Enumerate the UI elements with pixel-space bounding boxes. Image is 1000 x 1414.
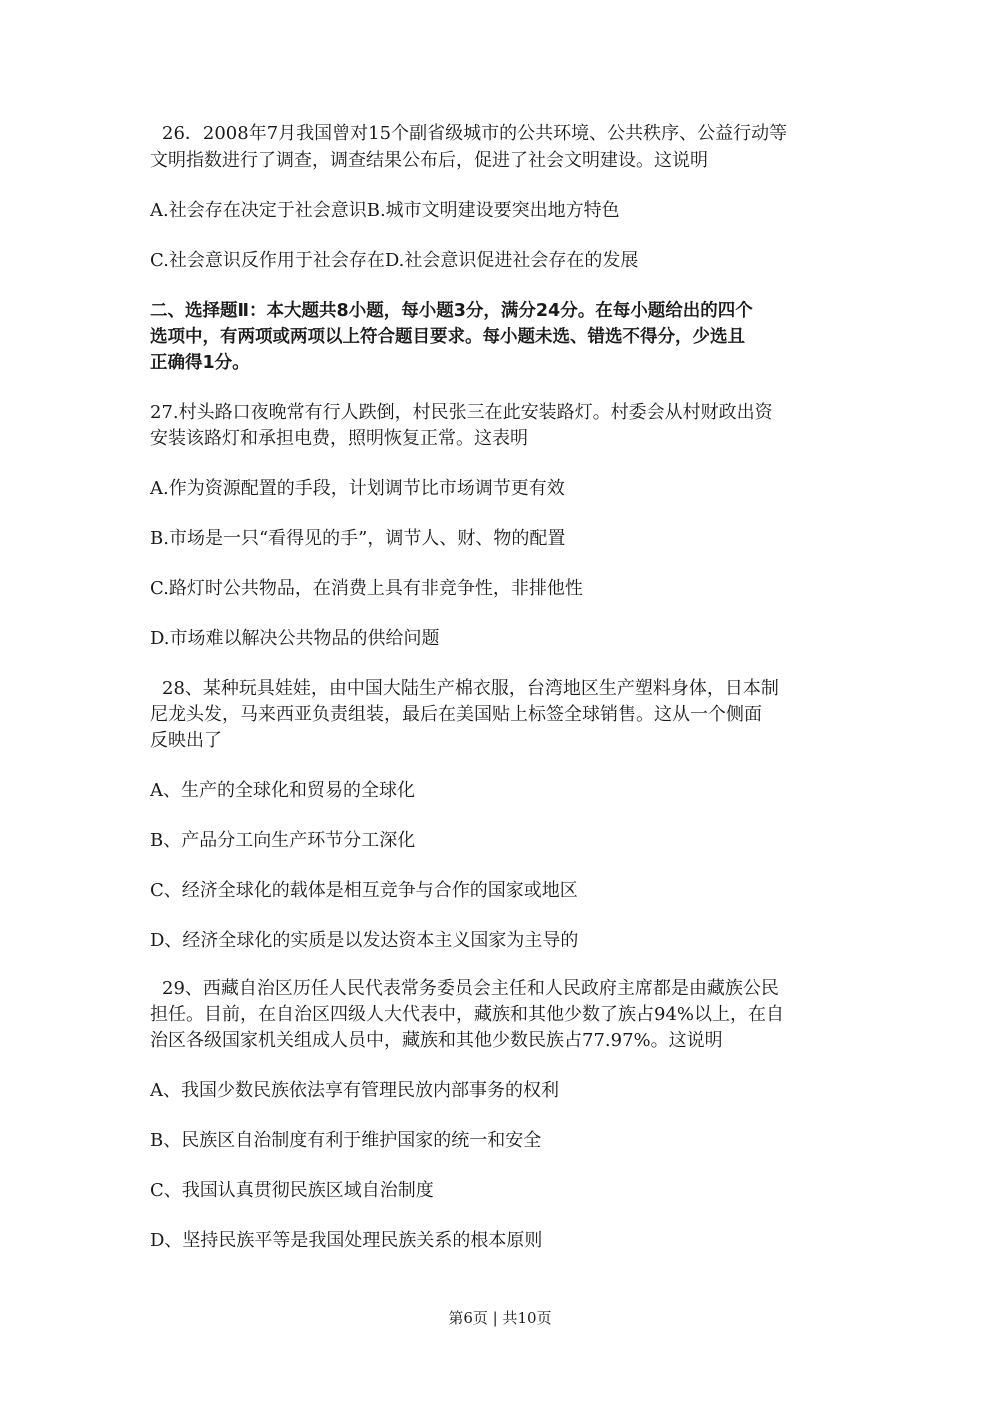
section2-heading-line-3: 正确得1分。: [150, 353, 250, 373]
q29-option-c: C、我国认真贯彻民族区域自治制度: [150, 1180, 434, 1201]
q27-option-b: B.市场是一只“看得见的手”，调节人、财、物的配置: [150, 528, 566, 549]
q28-stem-line-2: 尼龙头发，马来西亚负责组装，最后在美国贴上标签全球销售。这从一个侧面: [150, 704, 762, 725]
q28-option-b: B、产品分工向生产环节分工深化: [150, 830, 416, 851]
q27-option-d: D.市场难以解决公共物品的供给问题: [150, 628, 440, 649]
q27-option-a: A.作为资源配置的手段，计划调节比市场调节更有效: [150, 478, 565, 499]
q29-option-a: A、我国少数民族依法享有管理民放内部事务的权利: [150, 1080, 559, 1101]
q27-stem-line-1: 27.村头路口夜晚常有行人跌倒，村民张三在此安装路灯。村委会从村财政出资: [150, 402, 773, 423]
q28-option-d: D、经济全球化的实质是以发达资本主义国家为主导的: [150, 930, 579, 951]
q28-stem-line-3: 反映出了: [150, 730, 222, 751]
section2-heading-line-2: 选项中，有两项或两项以上符合题目要求。每小题未选、错选不得分，少选且: [150, 327, 745, 347]
q26-stem-line-2: 文明指数进行了调查，调查结果公布后，促进了社会文明建设。这说明: [150, 150, 708, 171]
page-footer: 第6页 | 共10页: [448, 1309, 552, 1327]
q29-option-d: D、坚持民族平等是我国处理民族关系的根本原则: [150, 1230, 543, 1251]
q26-option-ab: A.社会存在决定于社会意识B.城市文明建设要突出地方特色: [150, 200, 620, 221]
q29-stem-line-3: 治区各级国家机关组成人员中，藏族和其他少数民族占77.97%。这说明: [150, 1030, 723, 1051]
q26-stem-line-1: 26．2008年7月我国曾对15个副省级城市的公共环境、公共秩序、公益行动等: [162, 123, 788, 144]
q28-stem-line-1: 28、某种玩具娃娃，由中国大陆生产棉衣服，台湾地区生产塑料身体，日本制: [162, 678, 779, 699]
q27-stem-line-2: 安装该路灯和承担电费，照明恢复正常。这表明: [150, 428, 528, 449]
q29-option-b: B、民族区自治制度有利于维护国家的统一和安全: [150, 1130, 542, 1151]
q29-stem-line-2: 担任。目前，在自治区四级人大代表中，藏族和其他少数了族占94%以上，在自: [150, 1004, 785, 1025]
q27-option-c: C.路灯时公共物品，在消费上具有非竞争性，非排他性: [150, 578, 583, 599]
section2-heading-line-1: 二、选择题Ⅱ：本大题共8小题，每小题3分，满分24分。在每小题给出的四个: [150, 301, 753, 321]
q28-option-a: A、生产的全球化和贸易的全球化: [150, 780, 415, 801]
q29-stem-line-1: 29、西藏自治区历任人民代表常务委员会主任和人民政府主席都是由藏族公民: [162, 978, 779, 999]
q28-option-c: C、经济全球化的载体是相互竞争与合作的国家或地区: [150, 880, 578, 901]
q26-option-cd: C.社会意识反作用于社会存在D.社会意识促进社会存在的发展: [150, 250, 639, 271]
